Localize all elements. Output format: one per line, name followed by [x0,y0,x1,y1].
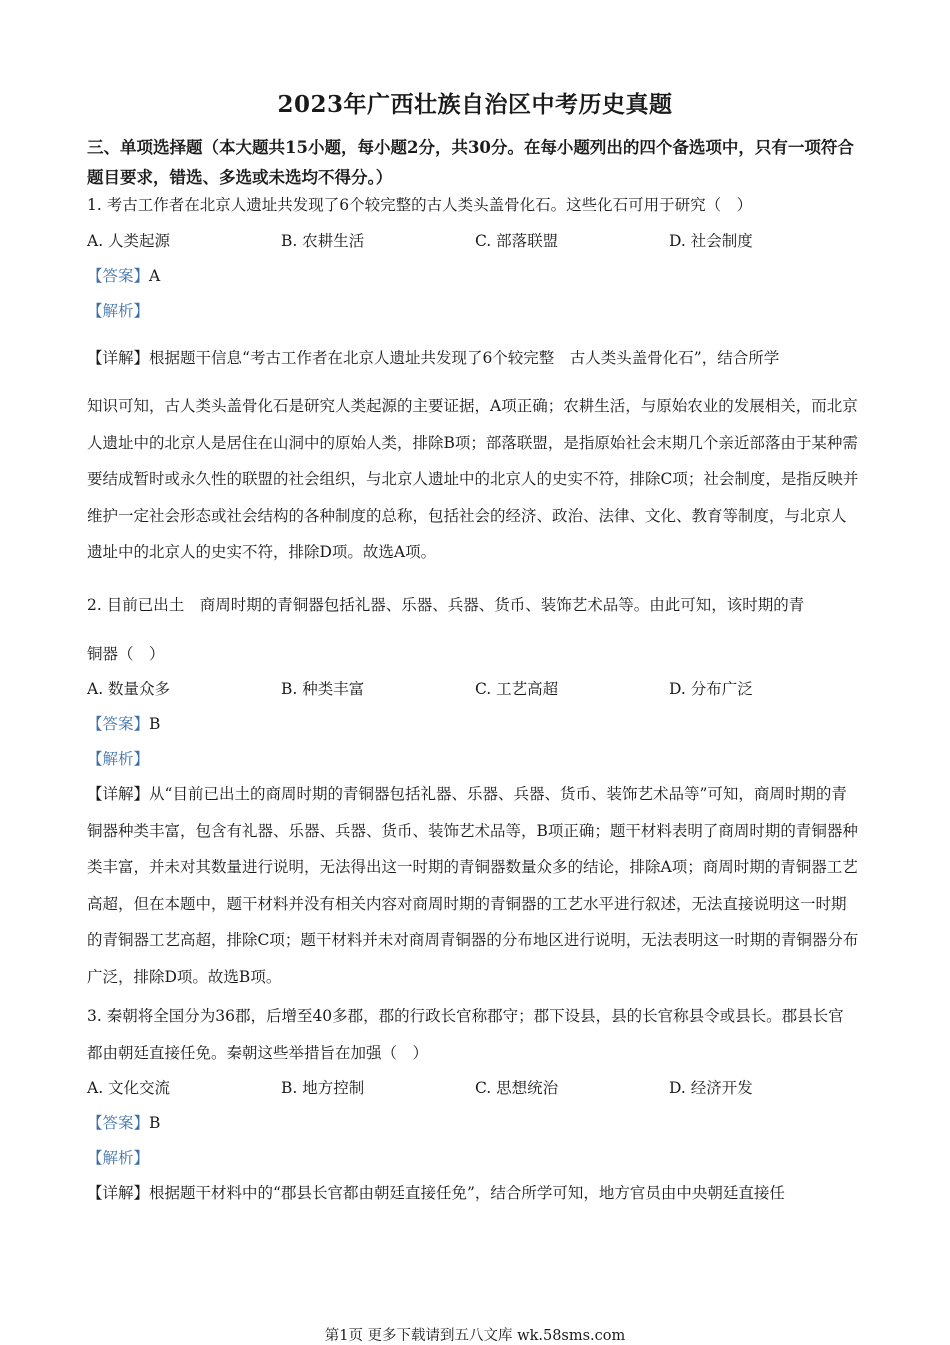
q2-option-c: C. 工艺高超 [475,680,559,698]
section-header: 三、单项选择题（本大题共15小题，每小题2分，共30分。在每小题列出的四个备选项中，只有一项符合题目要求，错选、多选或未选均不得分。） [87,138,854,187]
q1-option-b: B. 农耕生活 [281,232,365,250]
q3-analysis-label: 【解析】 [87,1149,150,1167]
q2-option-b: B. 种类丰富 [281,680,365,698]
q1-option-a: A. 人类起源 [87,232,171,250]
q1-analysis-label: 【解析】 [87,302,150,320]
q2-analysis-label: 【解析】 [87,750,150,768]
q2-option-d: D. 分布广泛 [669,680,753,698]
q1-detail-first: 【详解】根据题干信息“考古工作者在北京人遗址共发现了6个较完整 古人类头盖骨化石”，结合所学 [87,349,780,367]
question-2-stem-cont: 铜器（ ） [87,645,165,663]
q3-option-a: A. 文化交流 [87,1079,171,1097]
q1-option-c: C. 部落联盟 [475,232,559,250]
q1-detail-rest: 知识可知，古人类头盖骨化石是研究人类起源的主要证据，A项正确；农耕生活，与原始农业的发展相关，而北京人遗址中的北京人是居住在山洞中的原始人类，排除B项；部落联盟，是指原始社会末期几个亲近部落由于某种需要结成暂时或永久性的联盟的社会组织，与北京人遗址中的北京人的史实不符，排除C项；社会制度，是指反映并维护一定社会形态或社会结构的各种制度的总称，包括社会的经济、政治、法律、文化、教育等制度，与北京人遗址中的北京人的史实不符，排除D项。故选A项。 [87,397,859,561]
page-title: 2023年广西壮族自治区中考历史真题 [277,91,673,118]
q1-option-d: D. 社会制度 [669,232,753,250]
question-3-stem: 3. 秦朝将全国分为36郡，后增至40多郡，郡的行政长官称郡守；郡下设县，县的长官称县令或县长。郡县长官都由朝廷直接任免。秦朝这些举措旨在加强（ ） [87,1007,844,1062]
q3-option-b: B. 地方控制 [281,1079,365,1097]
q3-detail: 【详解】根据题干材料中的“郡县长官都由朝廷直接任免”，结合所学可知，地方官员由中央朝廷直接任 [87,1184,785,1202]
q2-option-a: A. 数量众多 [87,680,171,698]
question-1-stem: 1. 考古工作者在北京人遗址共发现了6个较完整的古人类头盖骨化石。这些化石可用于研究（ ） [87,196,753,214]
q1-answer: 【答案】A [87,267,161,285]
question-2-stem: 2. 目前已出土 商周时期的青铜器包括礼器、乐器、兵器、货币、装饰艺术品等。由此可知，该时期的青 [87,596,805,614]
q2-answer: 【答案】B [87,715,161,733]
page-footer: 第1页 更多下载请到五八文库 wk.58sms.com [324,1328,626,1344]
q3-option-d: D. 经济开发 [669,1079,753,1097]
q3-answer: 【答案】B [87,1114,161,1132]
q2-detail: 【详解】从“目前已出土的商周时期的青铜器包括礼器、乐器、兵器、货币、装饰艺术品等”可知，商周时期的青铜器种类丰富，包含有礼器、乐器、兵器、货币、装饰艺术品等，B项正确；题干材料表明了商周时期的青铜器种类丰富，并未对其数量进行说明，无法得出这一时期的青铜器数量众多的结论，排除A项；商周时期的青铜器工艺高超，但在本题中，题干材料并没有相关内容对商周时期的青铜器的工艺水平进行叙述，无法直接说明这一时期的青铜器工艺高超，排除C项；题干材料并未对商周青铜器的分布地区进行说明，无法表明这一时期的青铜器分布广泛，排除D项。故选B项。 [87,785,859,986]
q3-option-c: C. 思想统治 [475,1079,559,1097]
